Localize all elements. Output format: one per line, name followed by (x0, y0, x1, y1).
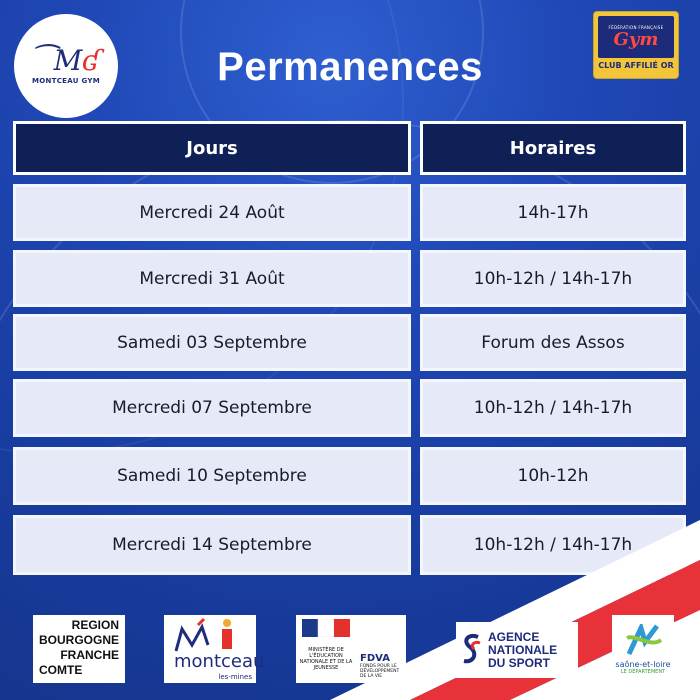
montceau-mark-icon (164, 615, 256, 655)
row-hours: Forum des Assos (420, 314, 686, 371)
row-day: Mercredi 31 Août (13, 250, 411, 307)
ans-logo-icon (460, 633, 482, 667)
sponsor-agence-nationale-du-sport (456, 622, 578, 678)
row-day: Samedi 03 Septembre (13, 314, 411, 371)
ffgym-federation-text: FÉDÉRATION FRANÇAISE (608, 24, 664, 30)
ans-text (488, 631, 557, 670)
ffgym-wordmark: Gym (613, 28, 659, 50)
region-line: FRANCHE (60, 648, 119, 662)
ministere-text: MINISTÈRE DE L'ÉDUCATION NATIONALE ET DE LA JEUNESSE (299, 647, 353, 671)
header-jours: Jours (13, 121, 411, 175)
sponsor-ministere-fdva (296, 615, 406, 683)
logo-mark: ⁀Mʛ (31, 44, 101, 77)
fdva-sub: FONDS POUR LE DÉVELOPPEMENT DE LA VIE (360, 664, 400, 679)
row-day: Mercredi 24 Août (13, 184, 411, 241)
region-line: COMTE (39, 663, 83, 677)
saone-sub: LE DÉPARTEMENT (620, 668, 666, 675)
row-hours: 10h-12h / 14h-17h (420, 250, 686, 307)
row-day: Samedi 10 Septembre (13, 447, 411, 505)
sponsor-region-bfc (33, 615, 125, 683)
fdva-word: FDVA (360, 653, 390, 664)
saone-word: saône-et-loire (615, 659, 671, 669)
row-day: Mercredi 07 Septembre (13, 379, 411, 437)
sponsor-montceau-les-mines (164, 615, 265, 683)
region-line: REGION (71, 618, 119, 632)
montceau-sub: les-mines (218, 673, 252, 681)
ans-line: NATIONALE (488, 642, 558, 657)
badge-label: CLUB AFFILIÉ OR (598, 61, 674, 70)
region-line: BOURGOGNE (39, 633, 120, 647)
row-day: Mercredi 14 Septembre (13, 515, 411, 575)
saone-et-loire-icon (621, 624, 665, 660)
montceau-word: montceau (174, 651, 265, 672)
fdva-block (360, 625, 404, 679)
page-title: Permanences (217, 45, 483, 89)
row-hours: 10h-12h / 14h-17h (420, 515, 686, 575)
ans-line: AGENCE (488, 629, 540, 644)
ans-line: DU SPORT (488, 655, 551, 670)
marianne-icon (302, 619, 350, 637)
header-horaires: Horaires (420, 121, 686, 175)
row-hours: 14h-17h (420, 184, 686, 241)
logo-subtitle: MONTCEAU GYM (31, 77, 101, 85)
row-hours: 10h-12h / 14h-17h (420, 379, 686, 437)
row-hours: 10h-12h (420, 447, 686, 505)
sponsor-saone-et-loire (612, 615, 674, 683)
